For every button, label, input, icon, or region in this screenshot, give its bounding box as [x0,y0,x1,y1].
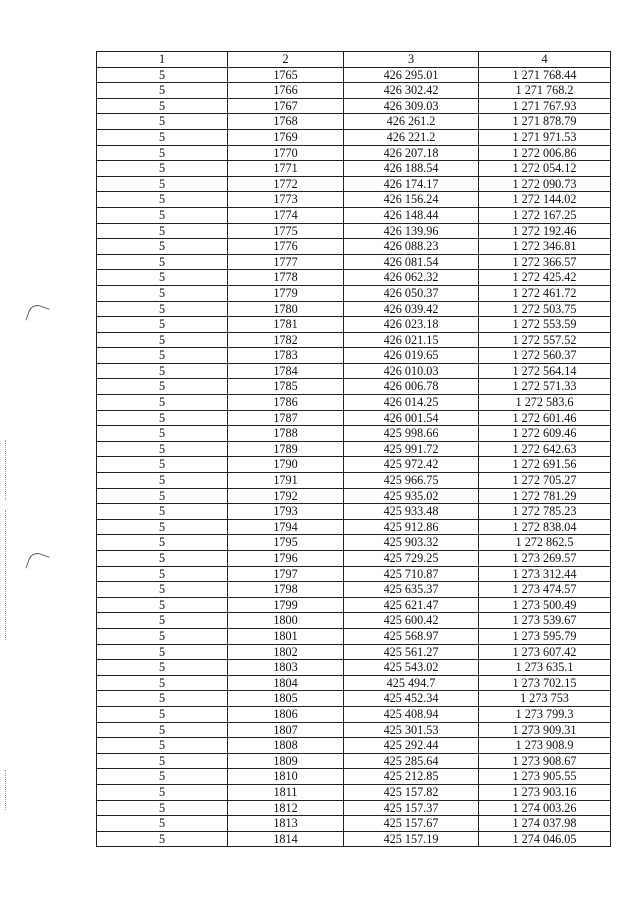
table-cell: 1 273 269.57 [479,551,611,567]
table-cell: 425 408.94 [344,706,479,722]
table-row [97,691,611,707]
table-cell: 1787 [228,410,344,426]
table-cell: 1 272 838.04 [479,519,611,535]
table-cell: 426 156.24 [344,192,479,208]
table-cell: 1 274 046.05 [479,831,611,847]
table-cell: 5 [97,301,228,317]
table-cell: 1 272 192.46 [479,223,611,239]
table-cell: 5 [97,644,228,660]
table-row [97,722,611,738]
table-cell: 5 [97,410,228,426]
table-cell: 426 309.03 [344,98,479,114]
table-cell: 425 301.53 [344,722,479,738]
table-cell: 1 272 503.75 [479,301,611,317]
table-row [97,176,611,192]
table-cell: 1 273 702.15 [479,675,611,691]
table-cell: 1781 [228,317,344,333]
table-cell: 1802 [228,644,344,660]
table-cell: 5 [97,285,228,301]
table-cell: 1811 [228,784,344,800]
table-cell: 1774 [228,207,344,223]
table-row [97,129,611,145]
table-cell: 1 272 054.12 [479,161,611,177]
table-cell: 1 273 595.79 [479,628,611,644]
table-cell: 1791 [228,473,344,489]
table-row [97,675,611,691]
table-cell: 425 966.75 [344,473,479,489]
table-cell: 5 [97,114,228,130]
table-cell: 426 001.54 [344,410,479,426]
table-row [97,379,611,395]
table-cell: 425 729.25 [344,551,479,567]
table-cell: 425 157.37 [344,800,479,816]
table-cell: 426 081.54 [344,254,479,270]
table-cell: 1 273 908.67 [479,753,611,769]
table-cell: 1775 [228,223,344,239]
table-cell: 1771 [228,161,344,177]
table-cell: 426 174.17 [344,176,479,192]
scan-edge-mark [5,510,8,640]
table-cell: 1767 [228,98,344,114]
table-cell: 426 039.42 [344,301,479,317]
table-cell: 425 561.27 [344,644,479,660]
table-cell: 426 261.2 [344,114,479,130]
table-cell: 1 271 971.53 [479,129,611,145]
table-row [97,800,611,816]
table-cell: 425 998.66 [344,426,479,442]
table-cell: 1 272 785.23 [479,504,611,520]
table-cell: 1 272 781.29 [479,488,611,504]
table-cell: 5 [97,348,228,364]
table-row [97,348,611,364]
table-cell: 425 292.44 [344,738,479,754]
table-cell: 1 273 607.42 [479,644,611,660]
table-cell: 5 [97,816,228,832]
table-row [97,753,611,769]
table-cell: 1798 [228,582,344,598]
table-cell: 1796 [228,551,344,567]
table-cell: 1 273 799.3 [479,706,611,722]
table-row [97,317,611,333]
table-cell: 5 [97,753,228,769]
table-cell: 426 221.2 [344,129,479,145]
coordinates-table [96,51,611,847]
table-row [97,363,611,379]
table-cell: 1797 [228,566,344,582]
table-cell: 5 [97,706,228,722]
table-cell: 5 [97,239,228,255]
table-cell: 1788 [228,426,344,442]
table-cell: 1769 [228,129,344,145]
table-cell: 1803 [228,660,344,676]
table-row [97,551,611,567]
table-cell: 1806 [228,706,344,722]
table-cell: 1 272 691.56 [479,457,611,473]
table-cell: 1801 [228,628,344,644]
table-cell: 426 188.54 [344,161,479,177]
table-row [97,426,611,442]
table-cell: 1 272 601.46 [479,410,611,426]
table-cell: 425 621.47 [344,597,479,613]
table-cell: 1 272 560.37 [479,348,611,364]
table-cell: 1 272 862.5 [479,535,611,551]
table-cell: 1 272 144.02 [479,192,611,208]
table-row [97,582,611,598]
punch-hole-mark [25,302,49,326]
table-cell: 5 [97,317,228,333]
table-cell: 1789 [228,441,344,457]
table-cell: 426 050.37 [344,285,479,301]
table-row [97,519,611,535]
table-cell: 425 991.72 [344,441,479,457]
table-cell: 1 271 878.79 [479,114,611,130]
table-cell: 426 021.15 [344,332,479,348]
table-cell: 425 933.48 [344,504,479,520]
table-row [97,441,611,457]
table-cell: 1799 [228,597,344,613]
table-cell: 1813 [228,816,344,832]
table-cell: 5 [97,535,228,551]
table-cell: 1786 [228,395,344,411]
table-cell: 5 [97,192,228,208]
table-row [97,114,611,130]
table-cell: 5 [97,457,228,473]
table-row [97,270,611,286]
column-header-3: 3 [344,52,479,68]
table-cell: 1 272 346.81 [479,239,611,255]
table-cell: 425 635.37 [344,582,479,598]
table-row [97,161,611,177]
table-cell: 5 [97,83,228,99]
table-cell: 1 272 167.25 [479,207,611,223]
table-row [97,816,611,832]
table-cell: 1812 [228,800,344,816]
table-cell: 5 [97,582,228,598]
table-cell: 1 271 767.93 [479,98,611,114]
table-cell: 5 [97,363,228,379]
table-cell: 1790 [228,457,344,473]
table-cell: 426 148.44 [344,207,479,223]
table-cell: 1794 [228,519,344,535]
table-cell: 1784 [228,363,344,379]
table-cell: 1800 [228,613,344,629]
table-row [97,613,611,629]
table-cell: 426 023.18 [344,317,479,333]
table-cell: 426 207.18 [344,145,479,161]
table-cell: 425 285.64 [344,753,479,769]
table-cell: 1804 [228,675,344,691]
table-cell: 5 [97,129,228,145]
scan-edge-mark [5,770,8,810]
table-cell: 426 062.32 [344,270,479,286]
table-row [97,410,611,426]
column-header-4: 4 [479,52,611,68]
table-cell: 5 [97,67,228,83]
table-row [97,769,611,785]
table-cell: 1785 [228,379,344,395]
table-cell: 425 935.02 [344,488,479,504]
table-cell: 1 273 312.44 [479,566,611,582]
table-row [97,831,611,847]
table-cell: 425 452.34 [344,691,479,707]
table-cell: 5 [97,379,228,395]
table-cell: 1792 [228,488,344,504]
table-cell: 1 272 564.14 [479,363,611,379]
table-cell: 1777 [228,254,344,270]
table-cell: 5 [97,675,228,691]
table-cell: 5 [97,161,228,177]
table-row [97,706,611,722]
table-cell: 1783 [228,348,344,364]
table-cell: 426 295.01 [344,67,479,83]
table-row [97,301,611,317]
table-header [97,52,611,68]
table-cell: 426 014.25 [344,395,479,411]
table-cell: 1 272 583.6 [479,395,611,411]
table-cell: 1 273 539.67 [479,613,611,629]
table-cell: 1 272 571.33 [479,379,611,395]
table-cell: 5 [97,831,228,847]
table-row [97,457,611,473]
table-row [97,566,611,582]
table-cell: 5 [97,519,228,535]
column-header-1: 1 [97,52,228,68]
table-row [97,192,611,208]
table-cell: 5 [97,597,228,613]
table-cell: 425 543.02 [344,660,479,676]
table-cell: 1 271 768.44 [479,67,611,83]
table-cell: 1780 [228,301,344,317]
table-cell: 1808 [228,738,344,754]
table-cell: 5 [97,769,228,785]
table-cell: 426 088.23 [344,239,479,255]
table-cell: 425 157.82 [344,784,479,800]
table-cell: 1 273 908.9 [479,738,611,754]
table-cell: 5 [97,504,228,520]
table-cell: 1 273 905.55 [479,769,611,785]
table-row [97,332,611,348]
table-cell: 5 [97,176,228,192]
table-cell: 5 [97,738,228,754]
table-row [97,738,611,754]
table-row [97,254,611,270]
column-header-2: 2 [228,52,344,68]
table-cell: 1779 [228,285,344,301]
table-cell: 426 302.42 [344,83,479,99]
table-cell: 5 [97,473,228,489]
table-body [97,67,611,847]
table-cell: 5 [97,800,228,816]
table-cell: 1 272 006.86 [479,145,611,161]
table-cell: 1770 [228,145,344,161]
table-cell: 5 [97,207,228,223]
table-cell: 5 [97,426,228,442]
scan-edge-mark [5,440,8,500]
table-cell: 426 019.65 [344,348,479,364]
table-row [97,207,611,223]
table-cell: 1766 [228,83,344,99]
table-row [97,98,611,114]
table-cell: 1 272 425.42 [479,270,611,286]
table-row [97,239,611,255]
table-cell: 425 903.32 [344,535,479,551]
table-cell: 1809 [228,753,344,769]
table-row [97,145,611,161]
header-row [97,52,611,68]
table-cell: 1782 [228,332,344,348]
table-cell: 1 273 909.31 [479,722,611,738]
table-cell: 5 [97,722,228,738]
table-cell: 5 [97,613,228,629]
table-cell: 1776 [228,239,344,255]
table-cell: 1793 [228,504,344,520]
table-cell: 425 157.19 [344,831,479,847]
table-cell: 5 [97,628,228,644]
table-cell: 5 [97,441,228,457]
table-row [97,395,611,411]
table-cell: 1 273 903.16 [479,784,611,800]
table-cell: 1765 [228,67,344,83]
table-cell: 426 139.96 [344,223,479,239]
table-cell: 1 273 474.57 [479,582,611,598]
table-cell: 5 [97,551,228,567]
table-cell: 1 272 557.52 [479,332,611,348]
table-cell: 1 272 553.59 [479,317,611,333]
table-cell: 1 272 609.46 [479,426,611,442]
table-cell: 5 [97,332,228,348]
table-cell: 1768 [228,114,344,130]
table-cell: 1 272 090.73 [479,176,611,192]
table-row [97,488,611,504]
table-row [97,660,611,676]
table-cell: 425 157.67 [344,816,479,832]
table-cell: 1 272 642.63 [479,441,611,457]
table-cell: 5 [97,254,228,270]
table-cell: 426 006.78 [344,379,479,395]
table-cell: 1778 [228,270,344,286]
table-cell: 1807 [228,722,344,738]
table-cell: 5 [97,660,228,676]
table-cell: 1 272 705.27 [479,473,611,489]
table-cell: 1 271 768.2 [479,83,611,99]
table-row [97,83,611,99]
table-cell: 425 912.86 [344,519,479,535]
table-cell: 425 710.87 [344,566,479,582]
table-cell: 5 [97,691,228,707]
table-cell: 425 568.97 [344,628,479,644]
table-row [97,644,611,660]
table-cell: 1 273 500.49 [479,597,611,613]
table-cell: 425 212.85 [344,769,479,785]
table-cell: 1805 [228,691,344,707]
table-cell: 425 972.42 [344,457,479,473]
punch-hole-mark [25,550,49,574]
table-cell: 426 010.03 [344,363,479,379]
table-cell: 5 [97,395,228,411]
table-cell: 5 [97,488,228,504]
table-cell: 1 273 753 [479,691,611,707]
table-cell: 5 [97,223,228,239]
table-cell: 1810 [228,769,344,785]
table-row [97,597,611,613]
table-cell: 5 [97,98,228,114]
table-row [97,784,611,800]
table-cell: 1 272 366.57 [479,254,611,270]
table-cell: 5 [97,145,228,161]
table-cell: 1795 [228,535,344,551]
table-row [97,285,611,301]
table-cell: 1 274 037.98 [479,816,611,832]
table-cell: 425 600.42 [344,613,479,629]
table-row [97,67,611,83]
table-cell: 1773 [228,192,344,208]
table-cell: 1 273 635.1 [479,660,611,676]
table-row [97,473,611,489]
table-row [97,628,611,644]
table-row [97,223,611,239]
table-cell: 5 [97,784,228,800]
table-cell: 5 [97,566,228,582]
table-cell: 1814 [228,831,344,847]
table-cell: 425 494.7 [344,675,479,691]
table-row [97,535,611,551]
table-cell: 1772 [228,176,344,192]
table-cell: 1 272 461.72 [479,285,611,301]
table-cell: 1 274 003.26 [479,800,611,816]
table-cell: 5 [97,270,228,286]
table-row [97,504,611,520]
